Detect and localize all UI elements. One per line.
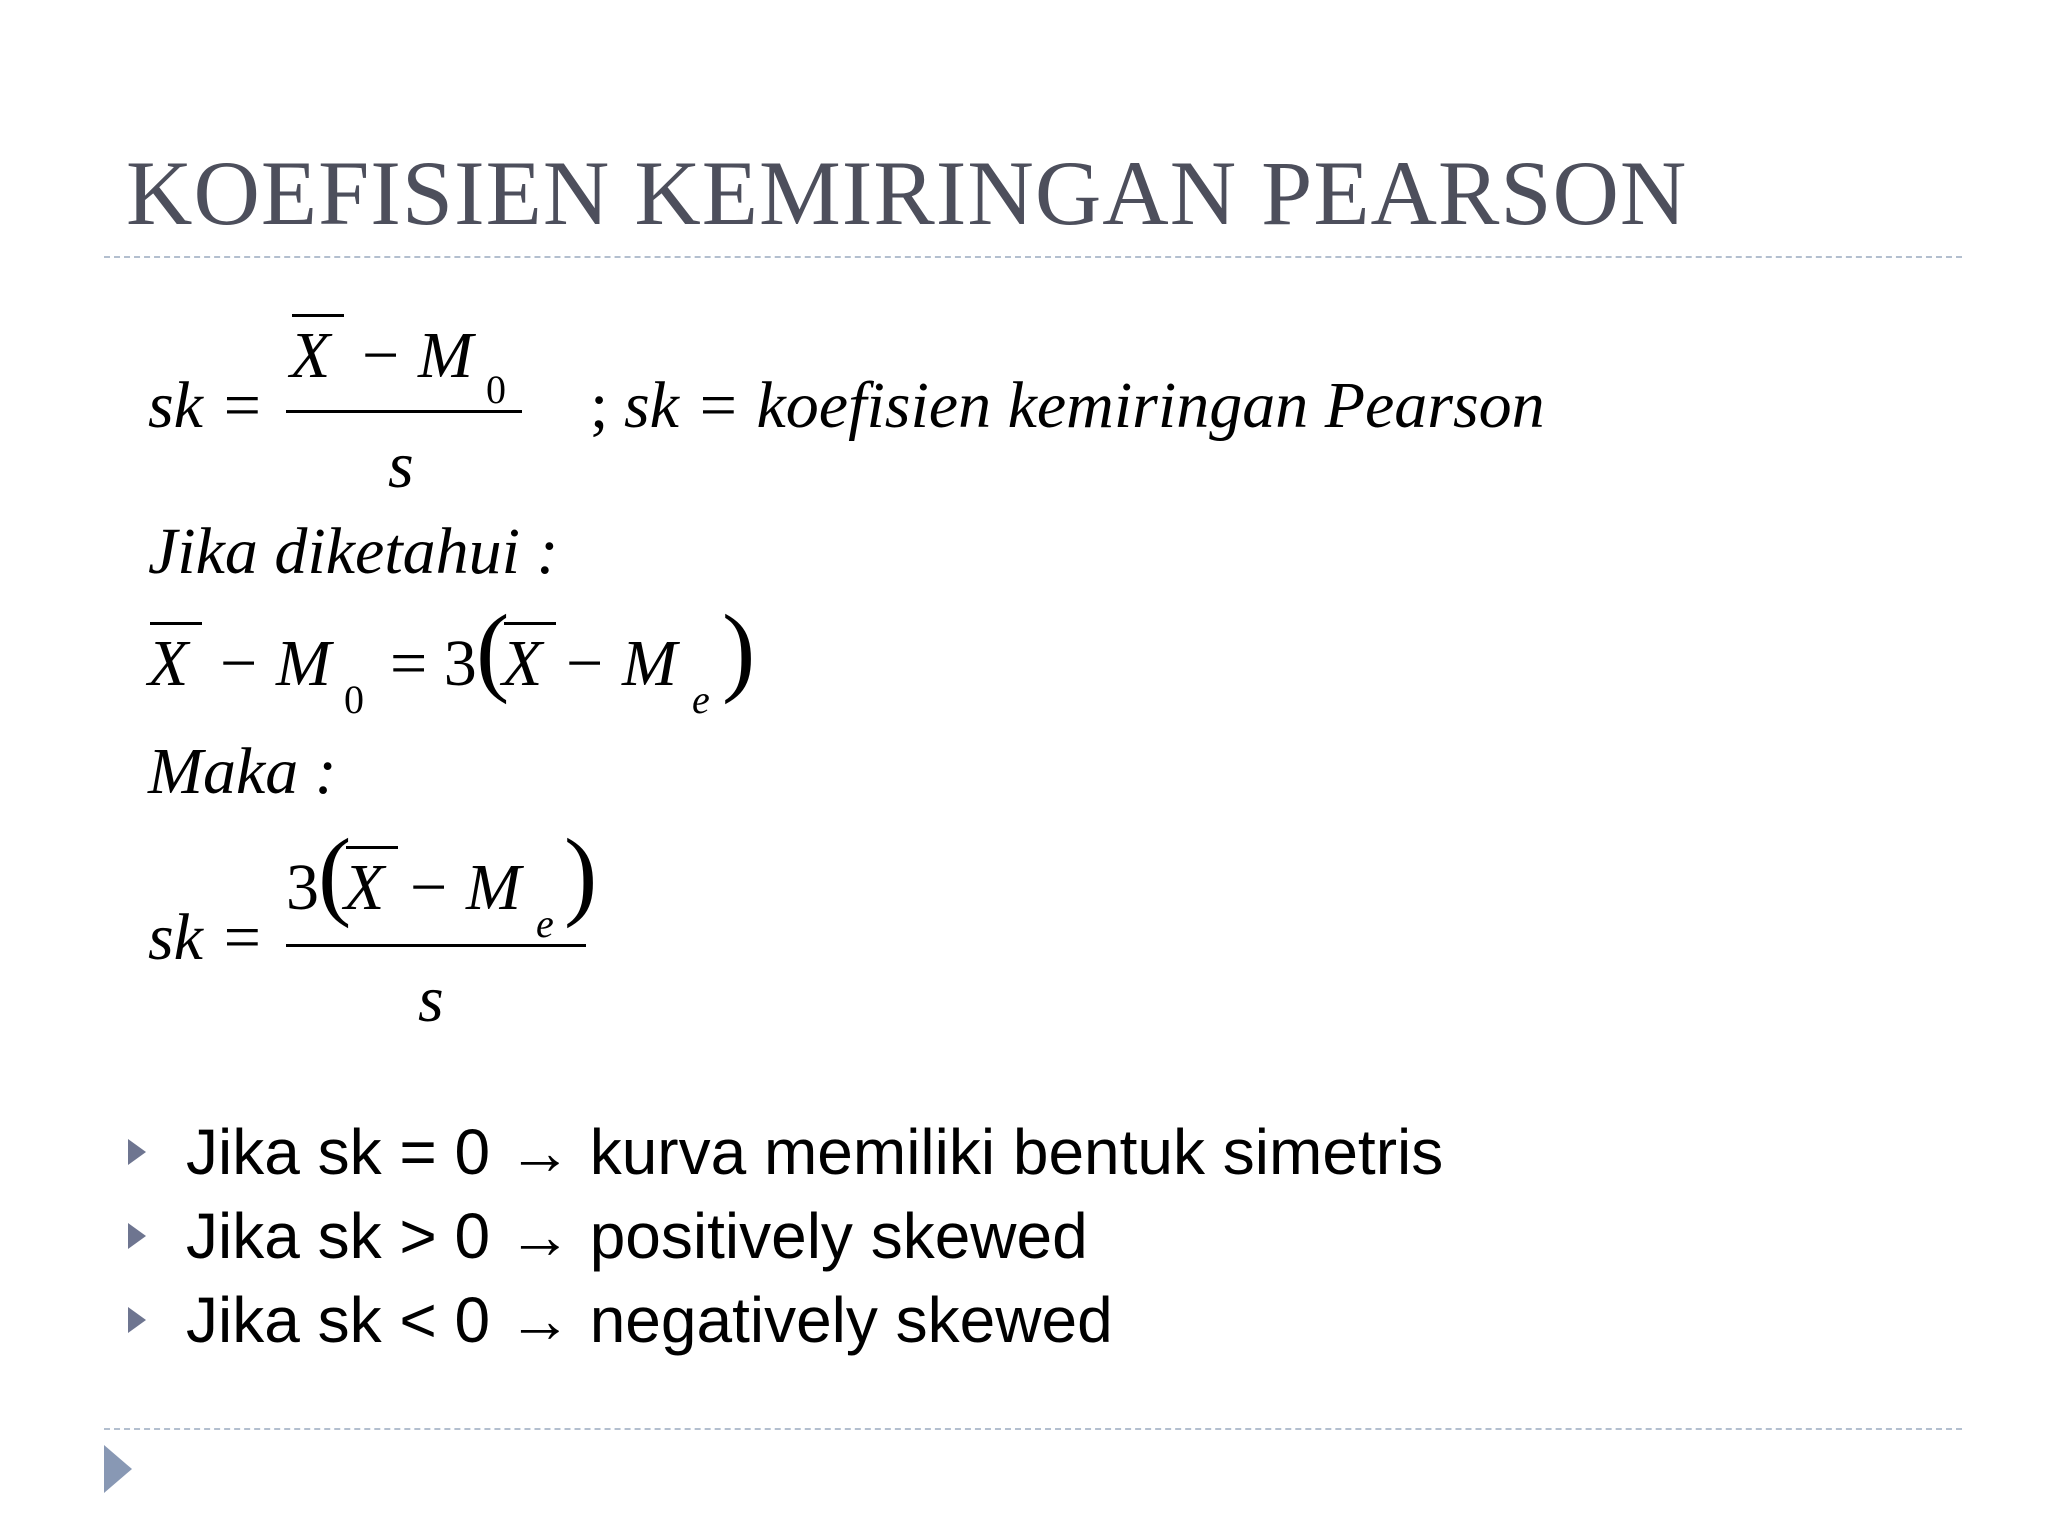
bullet-text: Jika sk < 0 → negatively skewed <box>186 1284 1113 1356</box>
bullet-item <box>122 1194 1443 1278</box>
footer-divider <box>104 1428 1962 1430</box>
bullet-list <box>122 1110 1443 1362</box>
formula2-xbar-overline <box>346 846 398 849</box>
bullet-item <box>122 1278 1443 1362</box>
relation-me-sub: e <box>692 677 710 722</box>
bullet-text: Jika sk > 0 → positively skewed <box>186 1200 1088 1272</box>
relation-m0: M <box>276 627 331 700</box>
relation-minus2: − <box>566 627 604 700</box>
formula1-semicolon: ; <box>590 369 609 442</box>
formula2-num-minus: − <box>410 851 448 924</box>
formula2-den: s <box>418 963 444 1036</box>
formula2-left-paren: ( <box>318 818 352 929</box>
relation-left-paren: ( <box>476 594 510 705</box>
relation-equals: = 3 <box>390 627 477 700</box>
formula1-num-minus: − <box>362 319 400 392</box>
formula2-num-sub: e <box>536 901 554 946</box>
formula2-num-three: 3 <box>286 851 319 924</box>
triangle-bullet-icon <box>128 1307 146 1333</box>
relation-xbar-overline <box>150 622 202 625</box>
formula1-den: s <box>388 429 414 502</box>
formula2-right-paren: ) <box>564 818 598 929</box>
relation-xbar2-overline <box>504 622 556 625</box>
relation-minus1: − <box>220 627 258 700</box>
triangle-bullet-icon <box>128 1139 146 1165</box>
formula1-num-m: M <box>418 319 473 392</box>
formula2-fraction-bar <box>286 944 586 947</box>
slide-corner-arrow-icon <box>104 1445 132 1493</box>
relation-m0-sub: 0 <box>344 677 364 722</box>
formula1-xbar-overline <box>292 314 344 317</box>
formula1-num-x: X <box>290 319 331 392</box>
relation-x: X <box>148 627 189 700</box>
formula2-lhs: sk = <box>148 901 265 974</box>
triangle-bullet-icon <box>128 1223 146 1249</box>
then-label: Maka : <box>148 735 337 808</box>
formula1-lhs: sk = <box>148 369 265 442</box>
bullet-text: Jika sk = 0 → kurva memiliki bentuk simetris <box>186 1116 1444 1188</box>
relation-x2: X <box>502 627 543 700</box>
relation-me: M <box>622 627 677 700</box>
formula2-num-x: X <box>344 851 385 924</box>
formula1-num-sub: 0 <box>486 367 506 412</box>
bullet-item <box>122 1110 1443 1194</box>
formula1-fraction-bar <box>286 410 522 413</box>
known-label: Jika diketahui : <box>148 515 559 588</box>
title-divider <box>104 256 1962 258</box>
formula2-num-m: M <box>466 851 521 924</box>
relation-right-paren: ) <box>722 594 756 705</box>
slide-title: KOEFISIEN KEMIRINGAN PEARSON <box>126 142 1688 244</box>
formula1-definition: sk = koefisien kemiringan Pearson <box>624 369 1545 442</box>
